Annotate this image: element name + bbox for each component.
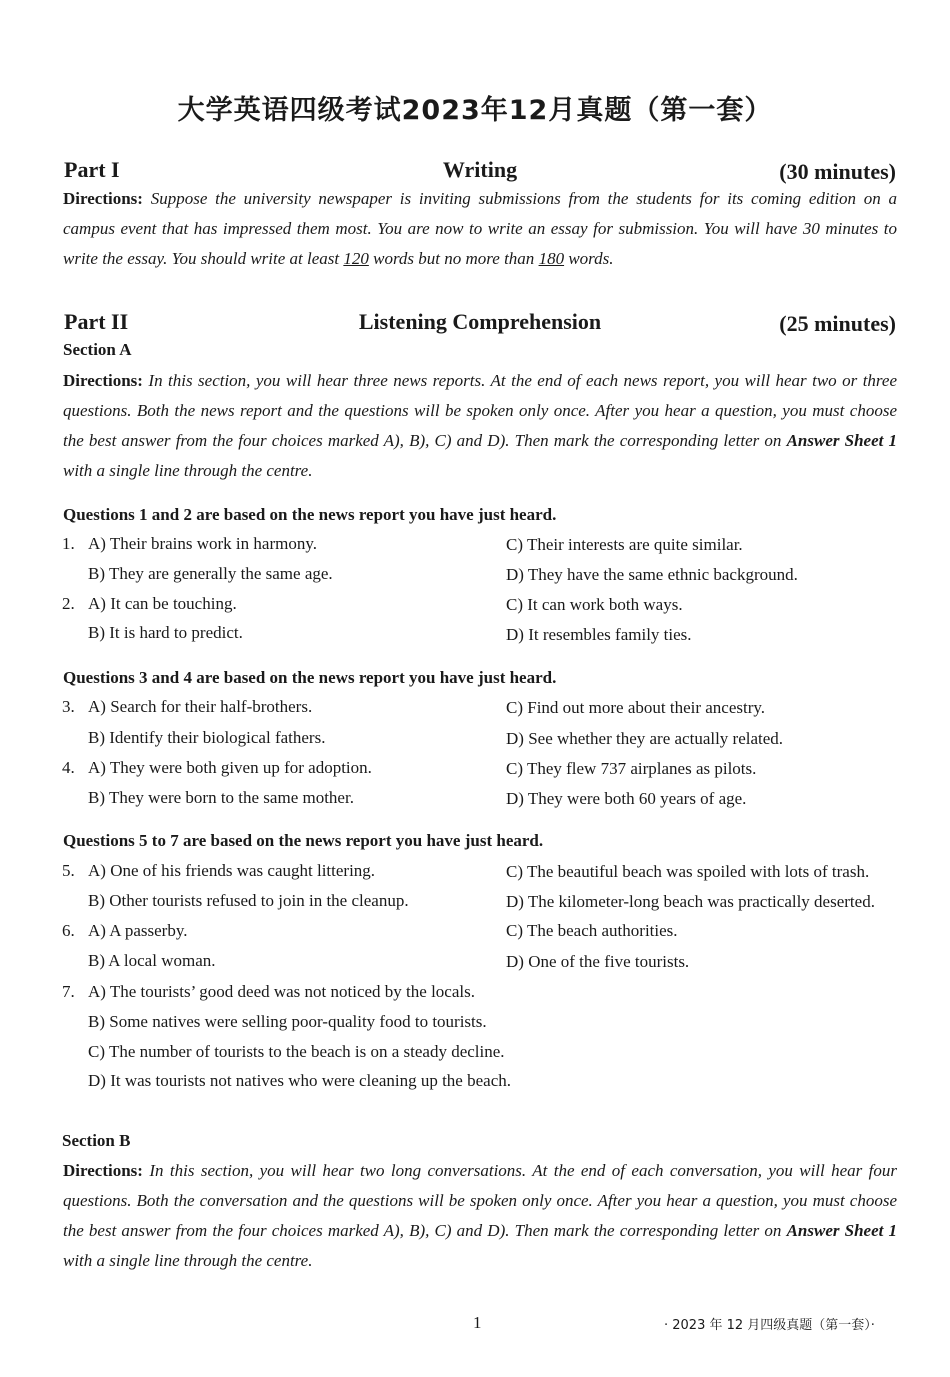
- section-a-directions: Directions: In this section, you will hear three news reports. At the end of each news report, you will hear two or three questions. Both the news report and the questions will be spoken only once. After you hear a question, you must choose the best answer from the four choices marked A), B), C) and D). Then mark the corresponding letter on Answer Sheet 1 with a single line through the centre.: [63, 371, 897, 480]
- answer-sheet-label: Answer Sheet 1: [786, 1221, 897, 1240]
- question-number: 5.: [62, 861, 75, 880]
- option-b: B) They are generally the same age.: [88, 564, 333, 583]
- part1-name: Writing: [442, 157, 518, 182]
- option-a: A) It can be touching.: [88, 594, 237, 613]
- section-b-directions: Directions: In this section, you will hear two long conversations. At the end of each conversation, you will hear four questions. Both the conversation and the questions will be spoken only once. After you hear a question, you must choose the best answer from the four choices marked A), B), C) and D). Then mark the corresponding letter on Answer Sheet 1 with a single line through the centre.: [63, 1161, 898, 1270]
- option-a: A) One of his friends was caught littering.: [88, 861, 376, 880]
- question-number: 2.: [62, 594, 75, 613]
- option-b: B) Other tourists refused to join in the cleanup.: [88, 891, 409, 910]
- option-b: B) They were born to the same mother.: [88, 788, 354, 807]
- part1-label: Part I: [64, 157, 120, 182]
- option-d: D) It was tourists not natives who were cleaning up the beach.: [88, 1071, 511, 1090]
- question-group-heading: Questions 5 to 7 are based on the news report you have just heard.: [63, 831, 544, 850]
- directions-label: Directions:: [63, 1161, 143, 1180]
- part2-label: Part II: [64, 309, 129, 334]
- option-c: C) Find out more about their ancestry.: [506, 698, 766, 717]
- question-number: 1.: [62, 534, 75, 553]
- page-number: 1: [473, 1313, 482, 1332]
- option-c: C) It can work both ways.: [506, 595, 683, 614]
- option-c: C) They flew 737 airplanes as pilots.: [506, 759, 757, 778]
- option-c: C) The beach authorities.: [506, 921, 678, 940]
- min-words: 120: [343, 249, 369, 268]
- part2-name: Listening Comprehension: [358, 309, 602, 334]
- max-words: 180: [538, 249, 565, 268]
- question-number: 6.: [62, 921, 75, 940]
- part1-time: (30 minutes): [779, 159, 896, 184]
- part1-directions: Directions: Suppose the university newspaper is inviting submissions from the students for its coming edition on a campus event that has impressed them most. You are now to write an essay for submission. You will have 30 minutes to write the essay. You should write at least 120 words but no more than 180 words.: [63, 189, 898, 268]
- exam-title: 大学英语四级考试2023年12月真题（第一套）: [177, 95, 773, 126]
- part2-time: (25 minutes): [779, 311, 896, 336]
- option-d: D) The kilometer-long beach was practically deserted.: [506, 892, 875, 911]
- directions-label: Directions:: [63, 189, 143, 208]
- option-c: C) Their interests are quite similar.: [506, 535, 743, 554]
- option-c: C) The beautiful beach was spoiled with lots of trash.: [506, 862, 870, 881]
- section-b-label: Section B: [62, 1131, 131, 1150]
- question-number: 4.: [62, 758, 75, 777]
- option-d: D) One of the five tourists.: [506, 952, 690, 971]
- option-b: B) A local woman.: [88, 951, 216, 970]
- question-number: 3.: [62, 697, 75, 716]
- option-d: D) It resembles family ties.: [506, 625, 692, 644]
- option-b: B) Some natives were selling poor-quality food to tourists.: [88, 1012, 487, 1031]
- question-group-heading: Questions 1 and 2 are based on the news report you have just heard.: [63, 505, 557, 524]
- section-a-label: Section A: [63, 340, 132, 359]
- option-d: D) They have the same ethnic background.: [506, 565, 798, 584]
- option-a: A) Their brains work in harmony.: [88, 534, 317, 553]
- option-b: B) Identify their biological fathers.: [88, 728, 326, 747]
- option-a: A) Search for their half-brothers.: [88, 697, 313, 716]
- footer-label: · 2023 年 12 月四级真题（第一套）·: [664, 1318, 875, 1333]
- option-d: D) They were both 60 years of age.: [506, 789, 747, 808]
- part1-header: [64, 157, 896, 187]
- question-group-heading: Questions 3 and 4 are based on the news report you have just heard.: [63, 668, 557, 687]
- question-number: 7.: [62, 982, 75, 1001]
- answer-sheet-label: Answer Sheet 1: [786, 431, 897, 450]
- option-a: A) A passerby.: [88, 921, 188, 940]
- option-c: C) The number of tourists to the beach is on a steady decline.: [88, 1042, 505, 1061]
- option-a: A) They were both given up for adoption.: [88, 758, 372, 777]
- option-d: D) See whether they are actually related.: [506, 729, 784, 748]
- directions-label: Directions:: [63, 371, 143, 390]
- option-b: B) It is hard to predict.: [88, 623, 243, 642]
- part2-header: [64, 309, 896, 339]
- option-a: A) The tourists’ good deed was not noticed by the locals.: [88, 982, 475, 1001]
